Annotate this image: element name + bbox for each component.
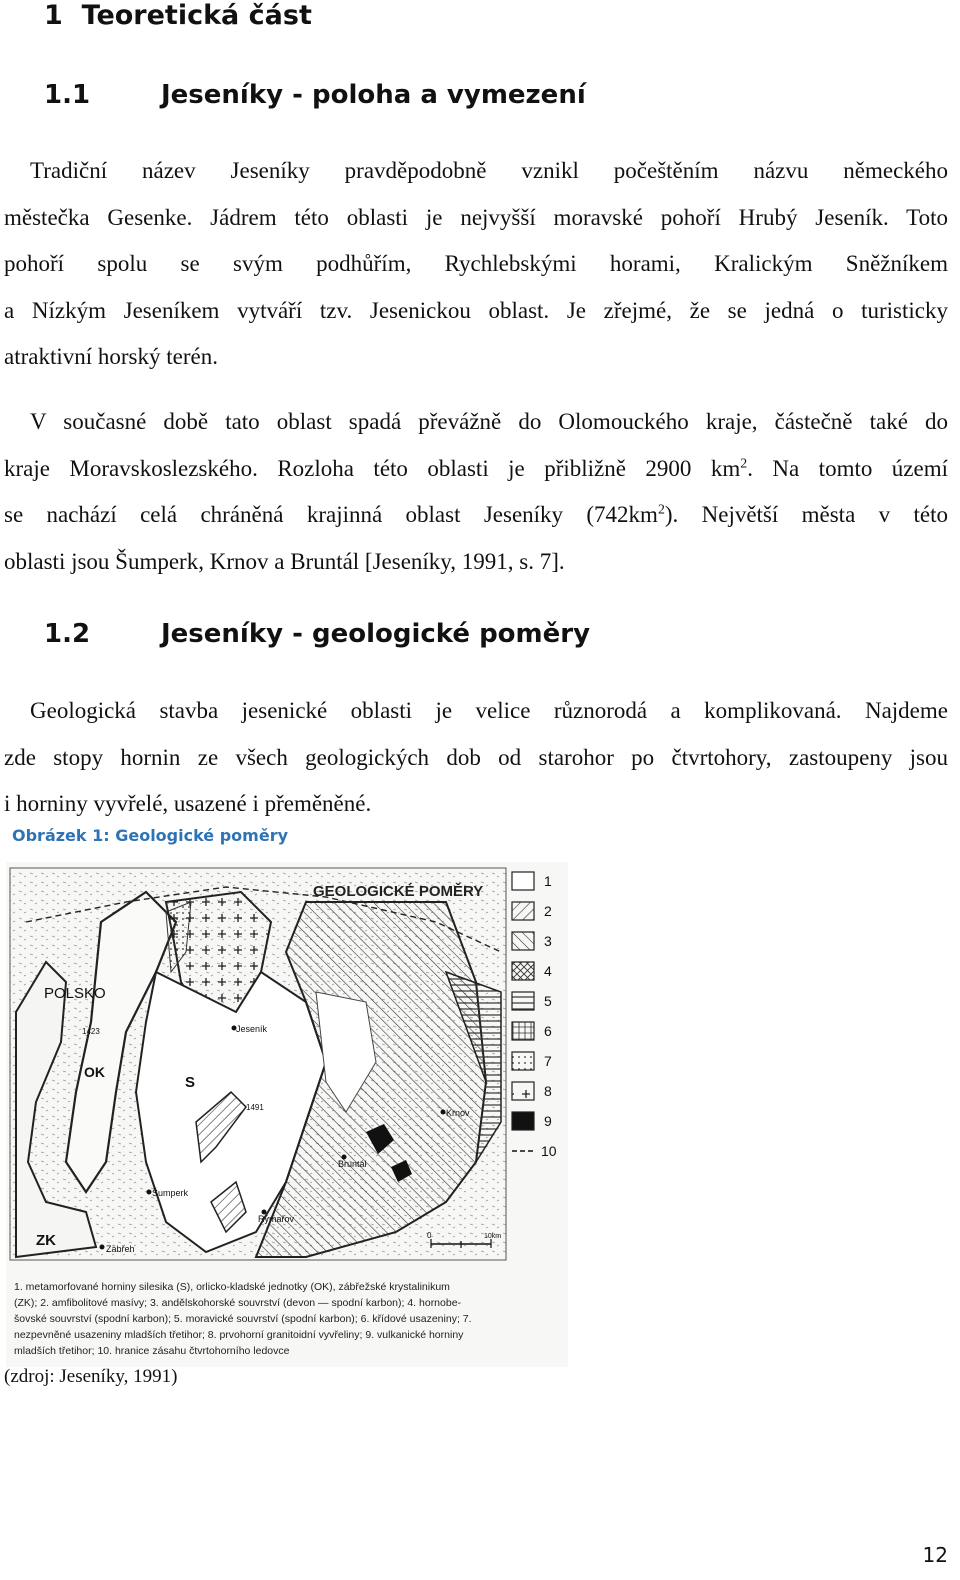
legend-number: 7 (544, 1053, 552, 1069)
section-number: 1.1 (44, 80, 91, 110)
paragraph-location (4, 399, 948, 585)
text-run: se nachází celá chráněná krajinná oblast Jeseníky (742km (4, 502, 658, 527)
section-title: Jeseníky - poloha a vymezení (161, 80, 586, 110)
legend-number: 1 (544, 873, 552, 889)
map-legend-text (14, 1281, 472, 1357)
paragraph-line: V současné době tato oblast spadá převážně do Olomouckého kraje, částečně také do (30, 409, 948, 434)
legend-swatch (512, 962, 534, 980)
legend-number: 10 (541, 1143, 557, 1159)
figure-caption: Obrázek 1: Geologické poměry (12, 826, 289, 845)
paragraph-line: Geologická stavba jesenické oblasti je velice různorodá a komplikovaná. Najdeme (30, 698, 948, 723)
section-heading-1-2 (44, 619, 590, 649)
paragraph-line: oblasti jsou Šumperk, Krnov a Bruntál [Jeseníky, 1991, s. 7]. (4, 548, 565, 574)
map-label-sumperk: Šumperk (152, 1188, 189, 1198)
scale-label-zero: 0 (427, 1231, 432, 1240)
legend-text-line: mladších třetihor; 10. hranice zásahu čtvrtohorního ledovce (14, 1345, 290, 1357)
legend-number: 3 (544, 933, 552, 949)
legend-swatch (512, 1112, 534, 1130)
map-label-zabreh: Zábřeh (106, 1244, 135, 1254)
legend-swatch (512, 1082, 534, 1100)
legend-text-line: šovské souvrství (spodní karbon); 5. moravické souvrství (spodní karbon); 6. křídové usazeniny; 7. (14, 1313, 472, 1325)
map-label-elevation: 1423 (82, 1027, 100, 1036)
legend-swatch (512, 872, 534, 890)
scale-label-max: 10km (484, 1233, 502, 1240)
paragraph-line: zde stopy hornin ze všech geologických dob od starohor po čtvrtohory, zastoupeny jsou (4, 744, 948, 770)
legend-number: 8 (544, 1083, 552, 1099)
legend-text-line: nezpevněné usazeniny mladších třetihor; 8. prvohorní granitoidní vyvřeliny; 9. vulkanické horniny (14, 1329, 464, 1341)
town-marker (262, 1210, 267, 1215)
map-label-ok: OK (84, 1064, 105, 1080)
chapter-number: 1 (44, 0, 63, 31)
map-label-zk: ZK (36, 1232, 56, 1249)
town-marker (147, 1190, 152, 1195)
paragraph-geology (4, 688, 948, 828)
map-label-rymarov: Rýmařov (258, 1214, 295, 1224)
page-number: 12 (922, 1543, 948, 1567)
superscript: 2 (740, 454, 748, 470)
chapter-heading (44, 0, 312, 31)
town-marker (441, 1110, 446, 1115)
paragraph-line: a Nízkým Jeseníkem vytváří tzv. Jesenickou oblast. Je zřejmé, že se jedná o turisticky (4, 297, 948, 323)
paragraph-line (4, 492, 948, 539)
legend-swatch (512, 902, 534, 920)
figure-source: (zdroj: Jeseníky, 1991) (4, 1366, 178, 1387)
paragraph-line: městečka Gesenke. Jádrem této oblasti je nejvyšší moravské pohoří Hrubý Jeseník. Toto (4, 204, 948, 230)
legend-number: 4 (544, 963, 552, 979)
paragraph-line: atraktivní horský terén. (4, 344, 218, 369)
legend-number: 2 (544, 903, 552, 919)
paragraph-line: Tradiční název Jeseníky pravděpodobně vznikl počeštěním názvu německého (30, 158, 948, 183)
chapter-title: Teoretická část (81, 0, 312, 31)
superscript: 2 (657, 501, 665, 517)
paragraph-line: i horniny vyvřelé, usazené i přeměněné. (4, 791, 372, 816)
map-label-elevation: 1491 (246, 1103, 264, 1112)
geology-map (6, 862, 568, 1367)
text-run: . Na tomto území (747, 455, 948, 481)
legend-number: 9 (544, 1113, 552, 1129)
map-label-jesenik: Jeseník (236, 1024, 268, 1034)
legend-swatch (512, 932, 534, 950)
paragraph-line (4, 446, 948, 493)
map-title: GEOLOGICKÉ POMĚRY (313, 883, 484, 900)
town-marker (100, 1245, 105, 1250)
legend-text-line: (ZK); 2. amfibolitové masívy; 3. andělskohorské souvrství (devon — spodní karbon); 4. hornobe- (14, 1297, 462, 1309)
map-legend (512, 872, 557, 1159)
map-label-bruntal: Bruntál (338, 1159, 367, 1169)
paragraph-intro (4, 148, 948, 381)
legend-number: 5 (544, 993, 552, 1009)
legend-swatch (512, 992, 534, 1010)
text-run: ). Největší města v této (664, 502, 948, 527)
paragraph-line: pohoří spolu se svým podhůřím, Rychlebskými horami, Kralickým Sněžníkem (4, 251, 948, 276)
section-title: Jeseníky - geologické poměry (161, 619, 591, 649)
section-number: 1.2 (44, 619, 91, 649)
map-label-krnov: Krnov (446, 1108, 470, 1118)
legend-number: 6 (544, 1023, 552, 1039)
town-marker (232, 1026, 237, 1031)
geology-map-figure (6, 862, 568, 1367)
map-label-s: S (185, 1074, 196, 1091)
legend-swatch (512, 1052, 534, 1070)
text-run: kraje Moravskoslezského. Rozloha této oblasti je přibližně 2900 km (4, 455, 741, 481)
map-label-polsko: POLSKO (44, 985, 106, 1002)
section-heading-1-1 (44, 80, 586, 110)
town-marker (342, 1155, 347, 1160)
legend-text-line: 1. metamorfované horniny silesika (S), orlicko-kladské jednotky (OK), zábřežské krystalinikum (14, 1281, 450, 1293)
legend-swatch (512, 1022, 534, 1040)
